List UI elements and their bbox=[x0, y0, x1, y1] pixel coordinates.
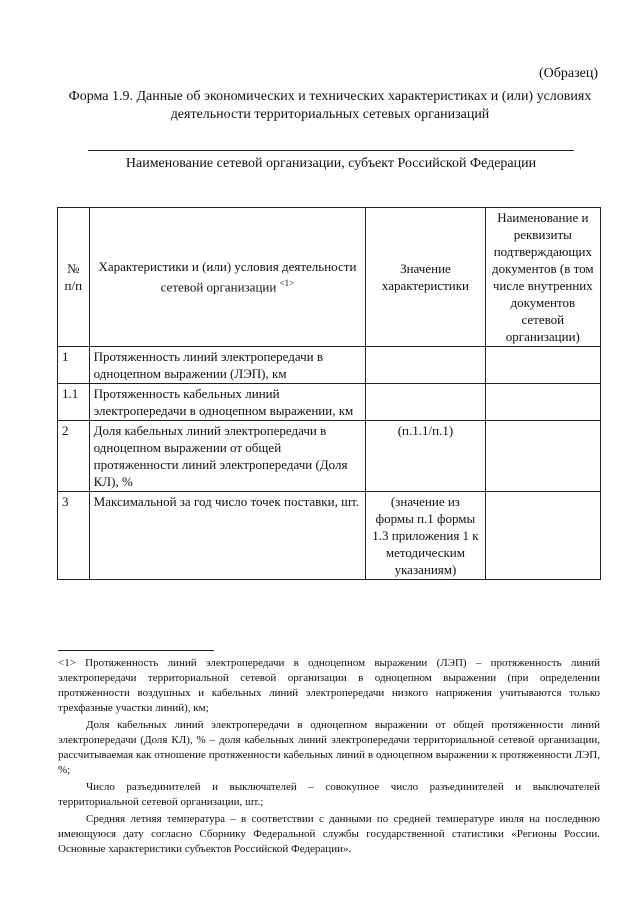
footnote-ref: <1> bbox=[279, 278, 295, 289]
org-caption: Наименование сетевой организации, субъект Российской Федерации bbox=[125, 156, 537, 171]
row-value: (п.1.1/п.1) bbox=[366, 421, 485, 492]
header-value: Значение характеристики bbox=[366, 208, 485, 347]
row-docs bbox=[485, 347, 600, 384]
table-row bbox=[58, 421, 601, 492]
table-row bbox=[58, 384, 601, 421]
row-value bbox=[366, 384, 485, 421]
footnote-4: Средняя летняя температура – в соответствии с данными по средней температуре июля на последнюю имеющуюся дату согласно Сборнику Федеральной службы государственной статистики «Регионы России. Основные характеристики субъектов Российской Федерации». bbox=[58, 813, 600, 855]
row-num: 3 bbox=[58, 492, 90, 580]
footnote-3: Число разъединителей и выключателей – совокупное число разъединителей и выключателей территориальной сетевой организации, шт.; bbox=[58, 781, 600, 808]
row-characteristic: Максимальной за год число точек поставки, шт. bbox=[89, 492, 366, 580]
footnote-divider bbox=[58, 650, 214, 651]
row-characteristic: Протяженность линий электропередачи в одноцепном выражении (ЛЭП), км bbox=[89, 347, 366, 384]
row-characteristic: Протяженность кабельных линий электропередачи в одноцепном выражении, км bbox=[89, 384, 366, 421]
characteristics-table bbox=[57, 207, 601, 580]
form-title: Форма 1.9. Данные об экономических и технических характеристиках и (или) условиях деятельности территориальных сетевых организаций bbox=[68, 89, 592, 122]
header-characteristic-text: Характеристики и (или) условия деятельности сетевой организации bbox=[98, 259, 357, 295]
row-value: (значение из формы п.1 формы 1.3 приложения 1 к методическим указаниям) bbox=[366, 492, 485, 580]
row-num: 1.1 bbox=[58, 384, 90, 421]
row-characteristic: Доля кабельных линий электропередачи в одноцепном выражении от общей протяженности линий электропередачи (Доля КЛ), % bbox=[89, 421, 366, 492]
row-num: 2 bbox=[58, 421, 90, 492]
row-docs bbox=[485, 384, 600, 421]
row-docs bbox=[485, 421, 600, 492]
table-header-row bbox=[58, 208, 601, 347]
footnotes bbox=[58, 656, 600, 859]
header-characteristic bbox=[89, 208, 366, 347]
row-value bbox=[366, 347, 485, 384]
header-num: № п/п bbox=[58, 208, 90, 347]
row-num: 1 bbox=[58, 347, 90, 384]
header-docs: Наименование и реквизиты подтверждающих документов (в том числе внутренних документов сетевой организации) bbox=[485, 208, 600, 347]
footnote-1: <1> Протяженность линий электропередачи в одноцепном выражении (ЛЭП) – протяженность линий электропередачи территориальной сетевой организации в одноцепном выражении (при определении протяженности воздушных и кабельных линий электропередачи низкого напряжения учитываются только трехфазные участки линий), км; bbox=[58, 657, 600, 714]
table-row bbox=[58, 347, 601, 384]
row-docs bbox=[485, 492, 600, 580]
org-name-line bbox=[88, 150, 574, 151]
table-row bbox=[58, 492, 601, 580]
sample-label: (Образец) bbox=[538, 66, 598, 81]
footnote-2: Доля кабельных линий электропередачи в одноцепном выражении от общей протяженности линий электропередачи (Доля КЛ), % – доля кабельных линий электропередачи территориальной сетевой организации, рассчитываемая как отношение протяженности кабельных линий в одноцепном выражении к протяженности ЛЭП, %; bbox=[58, 719, 600, 776]
